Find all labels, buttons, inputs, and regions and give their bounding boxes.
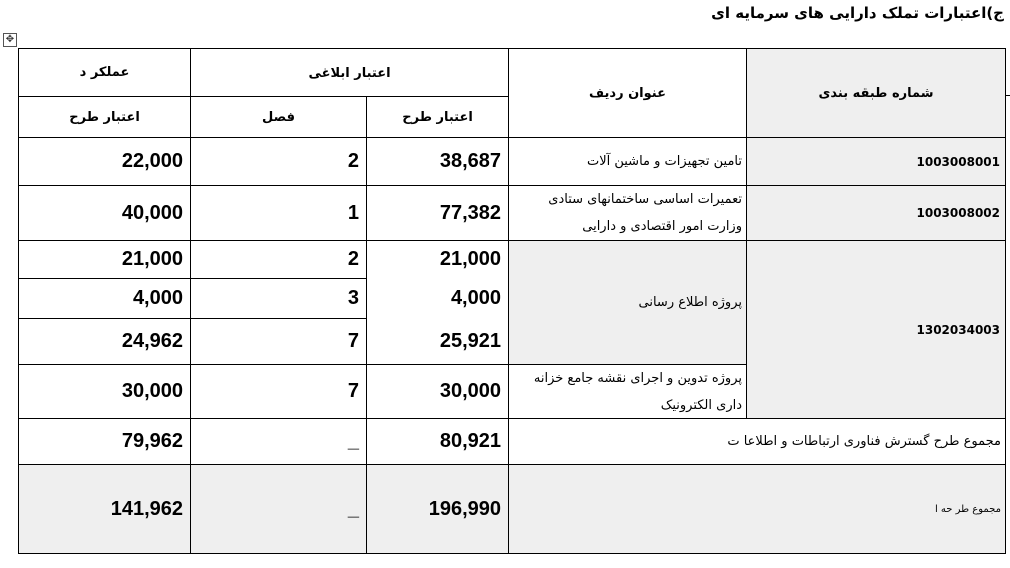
divider <box>1006 95 1010 96</box>
performance-value: 21,000 <box>18 240 191 279</box>
header-class-number: شماره طبقه بندی <box>746 48 1006 138</box>
header-notified-credit: اعتبار ابلاغی <box>190 48 509 97</box>
performance-value: 24,962 <box>18 318 191 365</box>
header-chapter: فصل <box>190 96 367 138</box>
row-title: تامین تجهیزات و ماشین آلات <box>508 137 747 186</box>
chapter-value: 2 <box>190 137 367 186</box>
plan-credit-value: 4,000 <box>366 278 509 319</box>
merged-row-title: پروژه اطلاع رسانی <box>508 240 747 365</box>
total-plan-credit: 196,990 <box>366 464 509 554</box>
subtotal-plan-credit: 80,921 <box>366 418 509 465</box>
plan-credit-value: 38,687 <box>366 137 509 186</box>
row-code: 1003008002 <box>746 185 1006 241</box>
plan-credit-value: 77,382 <box>366 185 509 241</box>
section-title: ج)اعتبارات تملک دارایی های سرمایه ای <box>711 4 1004 22</box>
row-code: 1003008001 <box>746 137 1006 186</box>
plan-credit-value: 25,921 <box>366 318 509 365</box>
chapter-value: 7 <box>190 364 367 419</box>
performance-value: 40,000 <box>18 185 191 241</box>
performance-value: 30,000 <box>18 364 191 419</box>
header-plan-credit: اعتبار طرح <box>366 96 509 138</box>
subtotal-label: مجموع طرح گسترش فناوری ارتباطات و اطلاعا ت <box>508 418 1006 465</box>
table-move-handle-icon[interactable]: ✥ <box>3 33 17 47</box>
performance-value: 4,000 <box>18 278 191 319</box>
chapter-value: 1 <box>190 185 367 241</box>
header-performance-plan-credit: اعتبار طرح <box>18 96 191 138</box>
chapter-value: 3 <box>190 278 367 319</box>
subtotal-performance: 79,962 <box>18 418 191 465</box>
total-performance: 141,962 <box>18 464 191 554</box>
header-row-title: عنوان ردیف <box>508 48 747 138</box>
total-chapter: _ <box>190 464 367 554</box>
row-title: پروژه تدوین و اجرای نقشه جامع خزانه داری الکترونیک <box>508 364 747 419</box>
chapter-value: 2 <box>190 240 367 279</box>
merged-row-code: 1302034003 <box>746 240 1006 419</box>
subtotal-chapter: _ <box>190 418 367 465</box>
chapter-value: 7 <box>190 318 367 365</box>
row-title: تعمیرات اساسی ساختمانهای ستادی وزارت امور اقتصادی و دارایی <box>508 185 747 241</box>
plan-credit-value: 21,000 <box>366 240 509 278</box>
performance-value: 22,000 <box>18 137 191 186</box>
plan-credit-value: 30,000 <box>366 364 509 419</box>
header-performance: عملکر د <box>18 48 191 97</box>
total-label: مجموع طر حه ا <box>508 464 1006 554</box>
